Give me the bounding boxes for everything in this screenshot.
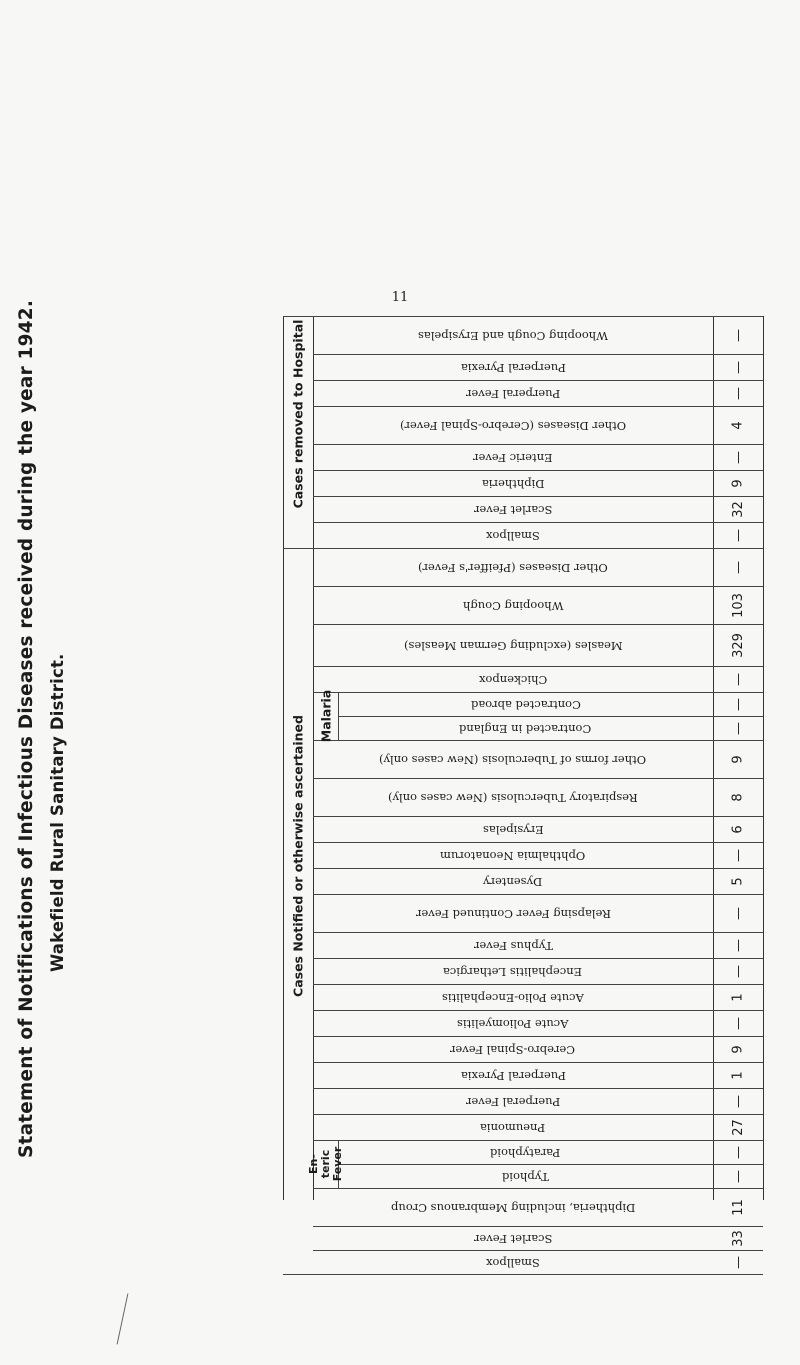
row-label-cell [313, 816, 713, 842]
row-label: Typhoid [502, 1169, 549, 1184]
row-label-cell [313, 470, 713, 496]
row-label-cell [313, 548, 713, 586]
row-divider [283, 316, 763, 317]
row-label: Whooping Cough and Erysipelas [418, 328, 608, 343]
row-label: Paratyphoid [490, 1145, 561, 1160]
row-value: — [730, 672, 746, 686]
row-label-cell [313, 380, 713, 406]
row-label-cell [313, 1088, 713, 1114]
row-value: 9 [730, 754, 746, 764]
row-label: Cerebro-Spinal Fever [450, 1042, 576, 1057]
row-label: Puerperal Pyrexia [460, 1068, 566, 1083]
row-label: Puerperal Pyrexia [460, 360, 566, 375]
row-divider [313, 868, 763, 869]
row-value: — [730, 1145, 746, 1159]
row-value: — [730, 938, 746, 952]
group-cases-notified: Cases Notified or otherwise ascertained [290, 715, 306, 997]
row-value-cell [713, 406, 763, 444]
group-malaria [313, 689, 339, 743]
row-label-cell [338, 692, 713, 716]
row-value: 5 [730, 876, 746, 886]
page-subtitle: Wakefield Rural Sanitary District. [48, 653, 67, 972]
row-value: 8 [730, 792, 746, 802]
row-divider [313, 1114, 763, 1115]
row-divider [313, 1088, 763, 1089]
row-value-cell [713, 1010, 763, 1036]
row-label-cell [313, 1036, 713, 1062]
row-value-cell [713, 522, 763, 548]
group-malaria-label: Malaria [318, 689, 333, 743]
row-label: Smallpox [486, 528, 540, 543]
row-value-cell [713, 380, 763, 406]
row-value-cell [713, 1114, 763, 1140]
row-divider [313, 778, 763, 779]
row-divider [313, 1062, 763, 1063]
row-divider [313, 984, 763, 985]
row-value-cell [713, 958, 763, 984]
row-value: — [730, 450, 746, 464]
row-label: Whooping Cough [462, 598, 564, 613]
row-value-cell [713, 778, 763, 816]
row-value-cell [713, 444, 763, 470]
row-value: — [730, 528, 746, 542]
row-value-cell [713, 354, 763, 380]
row-label: Puerperal Fever [465, 386, 561, 401]
row-value: — [730, 964, 746, 978]
row-label-cell [313, 624, 713, 666]
row-label-cell [338, 1140, 713, 1164]
row-value: 33 [730, 1229, 746, 1247]
row-divider [313, 470, 763, 471]
row-label: Acute Poliomyelitis [457, 1016, 569, 1031]
row-label: Contracted abroad [470, 697, 581, 712]
row-value: 1 [730, 992, 746, 1002]
row-value: — [730, 386, 746, 400]
row-value-cell [713, 842, 763, 868]
row-label-cell [313, 740, 713, 778]
row-label: Relapsing Fever Continued Fever [415, 906, 611, 921]
row-divider [313, 624, 763, 625]
row-label-cell [313, 984, 713, 1010]
row-label-cell [313, 894, 713, 932]
row-label-cell [313, 868, 713, 894]
row-label-cell [313, 1226, 713, 1250]
row-label-cell [313, 1062, 713, 1088]
row-label-cell [313, 1114, 713, 1140]
row-value: — [730, 1255, 746, 1269]
row-divider [313, 1140, 763, 1141]
row-divider [313, 1010, 763, 1011]
row-value-cell [713, 666, 763, 692]
row-label: Other Diseases (Cerebro-Spinal Fever) [399, 418, 627, 433]
row-divider [313, 522, 763, 523]
row-divider [313, 586, 763, 587]
row-divider [283, 1274, 763, 1275]
row-value-cell [713, 932, 763, 958]
row-label: Diphtheria, including Membranous Croup [390, 1200, 636, 1215]
row-label-cell [313, 1250, 713, 1274]
row-divider [338, 1164, 763, 1165]
row-value: — [730, 848, 746, 862]
row-value: 329 [730, 632, 746, 658]
row-divider [313, 816, 763, 817]
row-divider [313, 1188, 763, 1189]
row-value-cell [713, 816, 763, 842]
row-value-cell [713, 984, 763, 1010]
row-divider [313, 692, 763, 693]
row-value-cell [713, 740, 763, 778]
row-value-cell [713, 1140, 763, 1164]
row-divider [313, 932, 763, 933]
row-label: Acute Polio-Encephalitis [442, 990, 584, 1005]
row-divider [313, 1250, 763, 1251]
table-border-right [763, 316, 764, 1200]
page-number: 11 [391, 290, 409, 305]
row-label-cell [338, 1164, 713, 1188]
row-label: Ophthalmia Neonatorum [440, 848, 586, 863]
row-divider [313, 894, 763, 895]
row-value: 103 [730, 592, 746, 618]
row-label-cell [313, 444, 713, 470]
row-value-cell [713, 1226, 763, 1250]
row-value-cell [713, 586, 763, 624]
row-label-cell [313, 316, 713, 354]
group-removed-to-hospital: Cases removed to Hospital [290, 319, 306, 509]
statistics-table [283, 316, 763, 1270]
page-title: Statement of Notifications of Infectious Diseases received during the year 1942. [16, 299, 37, 1158]
row-label-cell [313, 1010, 713, 1036]
row-label: Other Diseases (Pfeiffer's Fever) [418, 560, 608, 575]
row-value-cell [713, 316, 763, 354]
row-value-cell [713, 692, 763, 716]
row-value-cell [713, 548, 763, 586]
row-value-cell [713, 1250, 763, 1274]
row-value: — [730, 1094, 746, 1108]
row-label: Measles (excluding German Measles) [403, 638, 623, 653]
row-divider [313, 958, 763, 959]
row-value-cell [713, 624, 763, 666]
row-divider [313, 740, 763, 741]
row-label: Chickenpox [478, 672, 548, 687]
row-value: 9 [730, 478, 746, 488]
row-label: Erysipelas [482, 822, 544, 837]
row-value: 32 [730, 500, 746, 518]
row-value-cell [713, 1036, 763, 1062]
row-label: Smallpox [486, 1255, 540, 1270]
row-label: Pneumonia [480, 1120, 546, 1135]
row-value: — [730, 721, 746, 735]
row-divider [313, 1036, 763, 1037]
row-label-cell [313, 1188, 713, 1226]
row-label-cell [313, 842, 713, 868]
row-value: — [730, 328, 746, 342]
row-label: Puerperal Fever [465, 1094, 561, 1109]
row-label-cell [313, 932, 713, 958]
group-enteric-fever [306, 1140, 344, 1188]
row-divider [313, 380, 763, 381]
row-divider [313, 666, 763, 667]
row-value-cell [713, 716, 763, 740]
row-value: 27 [730, 1118, 746, 1136]
row-value: — [730, 906, 746, 920]
row-label-cell [338, 716, 713, 740]
row-value: — [730, 560, 746, 574]
row-label: Scarlet Fever [473, 502, 553, 517]
row-value: — [730, 1169, 746, 1183]
row-value-cell [713, 1062, 763, 1088]
row-label: Respiratory Tuberculosis (New cases only) [388, 790, 638, 805]
row-value: — [730, 360, 746, 374]
margin-mark [117, 1293, 129, 1344]
row-value-cell [713, 1164, 763, 1188]
row-value: — [730, 697, 746, 711]
row-value-cell [713, 470, 763, 496]
row-label: Dysentery [483, 874, 543, 889]
row-value: 11 [730, 1198, 746, 1216]
row-divider [338, 716, 763, 717]
row-value-cell [713, 1088, 763, 1114]
row-label: Diphtheria [481, 476, 545, 491]
row-label-cell [313, 406, 713, 444]
row-value-cell [713, 868, 763, 894]
row-label-cell [313, 586, 713, 624]
row-label-cell [313, 354, 713, 380]
row-divider [313, 1226, 763, 1227]
row-label: Contracted in England [459, 721, 592, 736]
row-value: — [730, 1016, 746, 1030]
row-value-cell [713, 496, 763, 522]
row-divider [313, 496, 763, 497]
row-label-cell [313, 522, 713, 548]
row-label-cell [313, 666, 713, 692]
row-value: 1 [730, 1070, 746, 1080]
row-value-cell [713, 1188, 763, 1226]
row-divider [313, 354, 763, 355]
row-label: Scarlet Fever [473, 1231, 553, 1246]
row-label: Encephalitis Lethargica [443, 964, 583, 979]
row-value-cell [713, 894, 763, 932]
row-label-cell [313, 496, 713, 522]
row-label: Enteric Fever [473, 450, 553, 465]
row-divider [313, 444, 763, 445]
row-divider [313, 406, 763, 407]
row-value: 6 [730, 824, 746, 834]
row-label-cell [313, 958, 713, 984]
row-label-cell [313, 778, 713, 816]
row-value: 9 [730, 1044, 746, 1054]
row-divider [283, 548, 763, 549]
row-label: Typhus Fever [473, 938, 553, 953]
row-divider [313, 842, 763, 843]
row-value: 4 [730, 420, 746, 430]
row-label: Other forms of Tuberculosis (New cases only) [379, 752, 647, 767]
group-enteric-label: En-teric Fever [306, 1146, 344, 1182]
